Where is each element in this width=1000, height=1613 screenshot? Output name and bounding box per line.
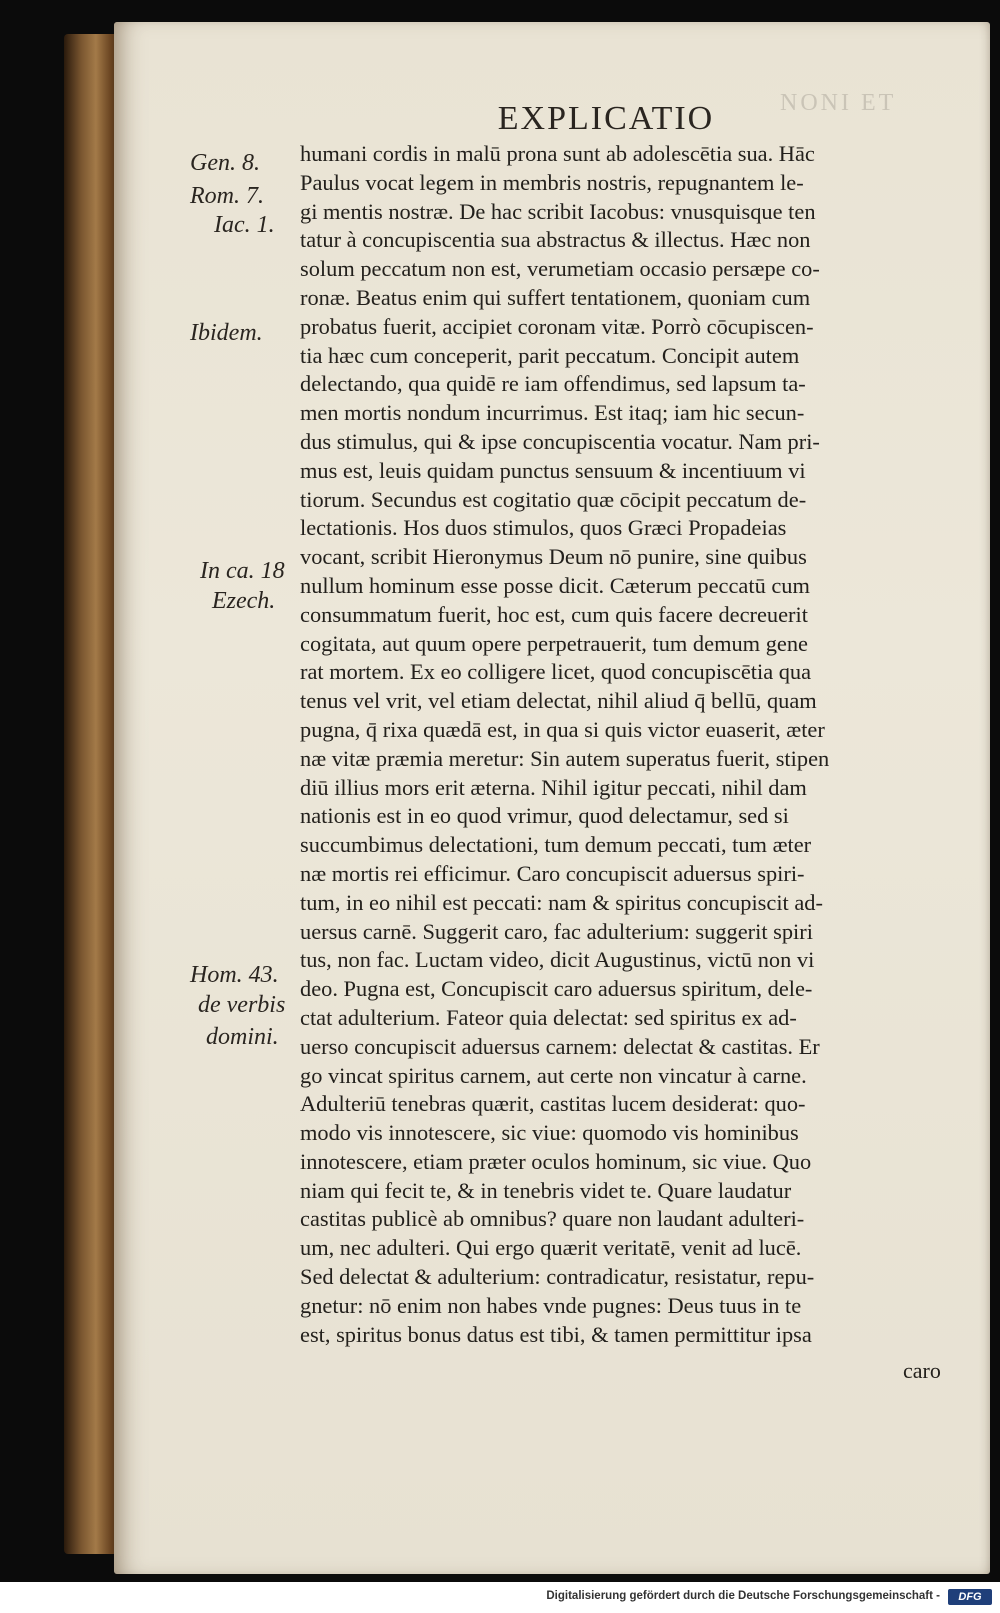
text-line: vocant, scribit Hieronymus Deum nō punire, sine quibus [300,544,807,570]
text-line: uersus carnē. Suggerit caro, fac adulterium: suggerit spiri [300,918,813,944]
text-line: Paulus vocat legem in membris nostris, repugnantem le- [300,169,804,195]
text-line: est, spiritus bonus datus est tibi, & tamen permittitur ipsa [300,1321,812,1347]
text-line: probatus fuerit, accipiet coronam vitæ. Porrò cōcupiscen- [300,313,814,339]
text-line: humani cordis in malū prona sunt ab adolescētia sua. Hāc [300,141,815,166]
text-line: tiorum. Secundus est cogitatio quæ cōcipit peccatum de- [300,486,807,512]
text-line: lectationis. Hos duos stimulos, quos Græci Propadeias [300,515,787,541]
margin-note-gen: Gen. 8. [190,150,260,176]
margin-note-deverbis: de verbis [198,992,286,1018]
footer-bar [0,1582,1000,1613]
bleed-through-text: NONI ET [780,90,897,116]
margin-note-ibidem: Ibidem. [190,320,263,346]
catchword: caro [903,1358,941,1383]
text-line: næ vitæ præmia meretur: Sin autem superatus fuerit, stipen [300,745,830,771]
text-line: go vincat spiritus carnem, aut certe non vincatur à carne. [300,1062,807,1088]
text-line: succumbimus delectationi, tum demum peccati, tum æter [300,832,812,858]
dfg-logo: DFG [948,1589,992,1605]
text-line: næ mortis rei efficimur. Caro concupiscit aduersus spiri- [300,860,805,886]
text-line: cogitata, aut quum opere perpetrauerit, tum demum gene [300,630,808,656]
text-line: ctat adulterium. Fateor quia delectat: sed spiritus ex ad- [300,1004,797,1030]
text-line: nationis est in eo quod vrimur, quod delectamur, sed si [300,803,789,829]
text-line: deo. Pugna est, Concupiscit caro aduersus spiritum, dele- [300,976,813,1002]
text-line: diū illius mors erit æterna. Nihil igitur peccati, nihil dam [300,774,807,800]
margin-note-ezech: Ezech. [212,588,276,614]
text-line: castitas publicè ab omnibus? quare non laudant adulteri- [300,1206,805,1232]
text-line: tenus vel vrit, vel etiam delectat, nihil aliud q̄ bellū, quam [300,688,817,714]
running-head: EXPLICATIO [497,100,715,137]
text-line: nullum hominum esse posse dicit. Cæterum peccatū cum [300,572,810,598]
text-line: delectando, qua quidē re iam offendimus, sed lapsum ta- [300,371,806,397]
text-line: tia hæc cum conceperit, parit peccatum. Concipit autem [300,342,800,368]
text-line: gnetur: nō enim non habes vnde pugnes: Deus tuus in te [300,1292,802,1318]
text-line: solum peccatum non est, verumetiam occasio persæpe co- [300,256,820,282]
text-line: uerso concupiscit aduersus carnem: delectat & castitas. Er [300,1033,820,1059]
margin-note-domini: domini. [206,1024,279,1050]
text-line: tus, non fac. Luctam video, dicit Augustinus, victū non vi [300,947,815,973]
text-line: um, nec adulteri. Qui ergo quærit veritatē, venit ad lucē. [300,1235,802,1261]
text-line: niam qui fecit te, & in tenebris videt te. Quare laudatur [300,1177,792,1203]
margin-note-rom: Rom. 7. [190,183,264,209]
margin-note-iac: Iac. 1. [214,212,275,238]
text-line: Sed delectat & adulterium: contradicatur, resistatur, repu- [300,1264,815,1290]
text-line: dus stimulus, qui & ipse concupiscentia vocatur. Nam pri- [300,428,820,454]
text-line: gi mentis nostræ. De hac scribit Iacobus: vnusquisque ten [300,198,816,224]
text-line: ronæ. Beatus enim qui suffert tentationem, quoniam cum [300,284,811,310]
text-line: modo vis innotescere, sic viue: quomodo vis hominibus [300,1120,799,1146]
text-line: tatur à concupiscentia sua abstractus & illectus. Hæc non [300,227,811,253]
margin-note-inca18: In ca. 18 [200,558,285,584]
text-line: tum, in eo nihil est peccati: nam & spiritus concupiscit ad- [300,889,823,915]
margin-note-hom43: Hom. 43. [190,962,279,988]
text-line: mus est, leuis quidam punctus sensuum & incentiuum vi [300,457,806,483]
text-line: rat mortem. Ex eo colligere licet, quod concupiscētia qua [300,659,812,685]
text-line: men mortis nondum incurrimus. Est itaq; iam hic secun- [300,400,805,426]
text-line: Adulteriū tenebras quærit, castitas lucem desiderat: quo- [300,1091,806,1117]
body-text [300,140,960,1349]
text-line: pugna, q̄ rixa quædā est, in qua si quis victor euaserit, æter [300,716,825,742]
digitization-credit: Digitalisierung gefördert durch die Deutsche Forschungsgemeinschaft - [546,1590,940,1602]
text-line: consummatum fuerit, hoc est, cum quis facere decreuerit [300,601,808,627]
text-line: innotescere, etiam præter oculos hominum, sic viue. Quo [300,1148,812,1174]
